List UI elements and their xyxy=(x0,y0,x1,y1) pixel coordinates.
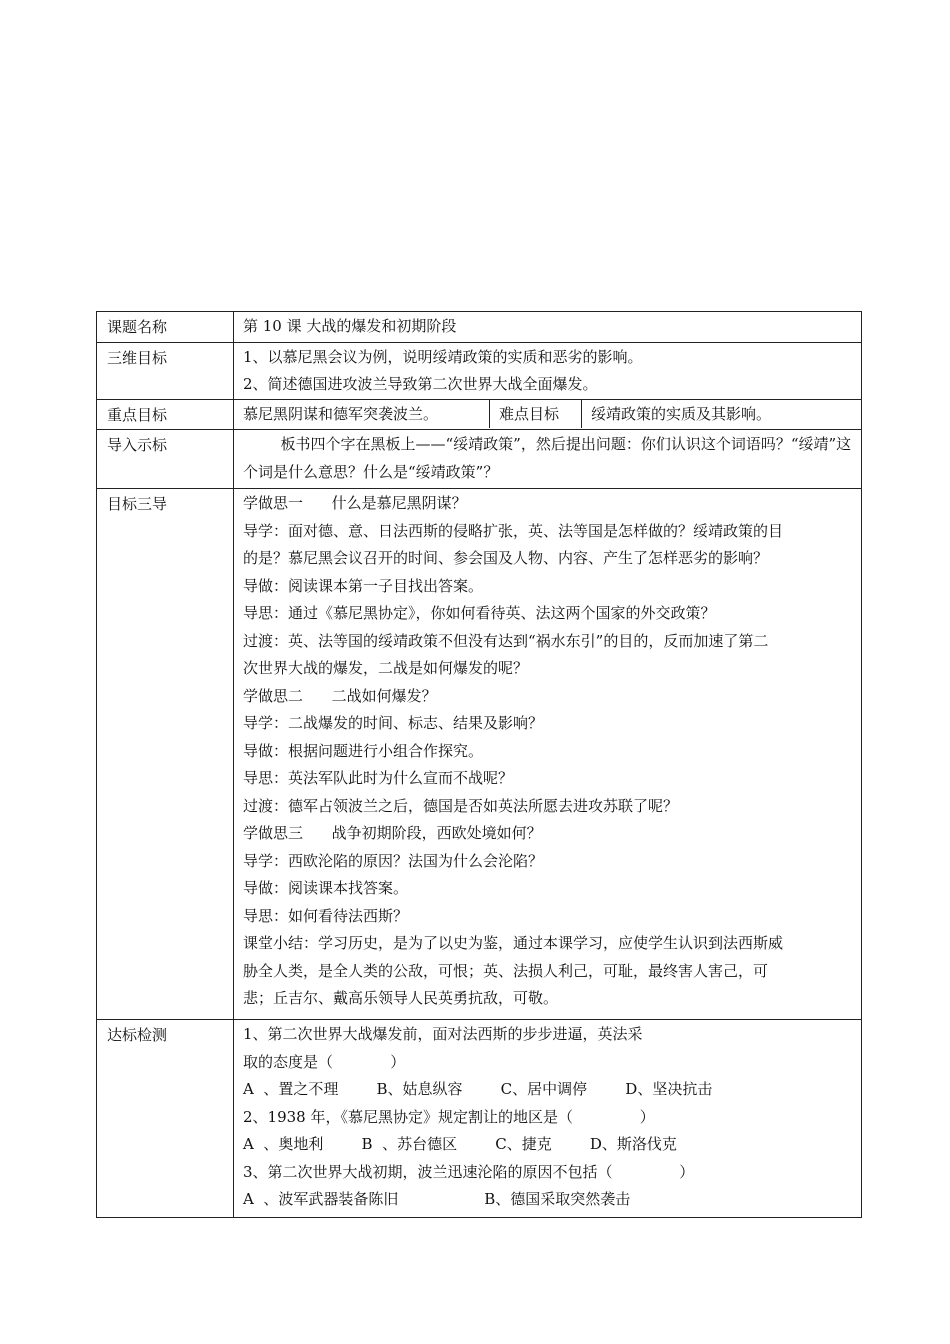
guide-line: 课堂小结：学习历史，是为了以史为鉴，通过本课学习，应使学生认识到法西斯威 xyxy=(243,934,784,952)
key-content xyxy=(234,399,862,430)
key-target-value: 慕尼黑阴谋和德军突袭波兰。 xyxy=(234,400,490,429)
goal-line: 1、以慕尼黑会议为例，说明绥靖政策的实质和恶劣的影响。 xyxy=(243,347,643,366)
test-line: 取的态度是（ ） xyxy=(243,1052,406,1071)
row-title-label: 课题名称 xyxy=(97,312,234,343)
test-line: A 、置之不理 B、姑息纵容 C、居中调停 D、坚决抗击 xyxy=(243,1080,713,1098)
row-intro xyxy=(97,430,862,489)
test-line: 1、第二次世界大战爆发前，面对法西斯的步步进逼，英法采 xyxy=(243,1025,643,1043)
row-title xyxy=(97,312,862,343)
guide-line: 导做：根据问题进行小组合作探究。 xyxy=(243,741,484,760)
intro-text: 板书四个字在黑板上——“绥靖政策”，然后提出问题：你们认识这个词语吗？“绥靖”这个词是什么意思？什么是“绥靖政策”？ xyxy=(243,435,852,481)
guide-line: 过渡：英、法等国的绥靖政策不但没有达到“祸水东引”的目的，反而加速了第二 xyxy=(243,631,769,650)
test-line: 2、1938 年，《慕尼黑协定》规定割让的地区是（ ） xyxy=(243,1107,655,1126)
goal-line: 2、简述德国进攻波兰导致第二次世界大战全面爆发。 xyxy=(243,375,598,393)
row-guide xyxy=(97,489,862,1020)
goals-content xyxy=(234,342,862,399)
guide-line: 导思：如何看待法西斯？ xyxy=(243,906,409,925)
guide-line: 学做思三 战争初期阶段，西欧处境如何？ xyxy=(243,824,542,842)
guide-line: 导做：阅读课本第一子目找出答案。 xyxy=(243,576,484,595)
guide-line: 导学：二战爆发的时间、标志、结果及影响？ xyxy=(243,714,544,732)
row-key-label: 重点目标 xyxy=(97,399,234,430)
guide-line: 胁全人类，是全人类的公敌，可恨；英、法损人利己，可耻，最终害人害己，可 xyxy=(243,961,769,980)
intro-content xyxy=(234,430,862,489)
test-line: 3、第二次世界大战初期，波兰迅速沦陷的原因不包括（ ） xyxy=(243,1162,695,1181)
guide-line: 导思：通过《慕尼黑协定》，你如何看待英、法这两个国家的外交政策？ xyxy=(243,604,716,622)
difficulty-label: 难点目标 xyxy=(490,400,582,429)
row-test-label: 达标检测 xyxy=(97,1020,234,1218)
guide-line: 的是？慕尼黑会议召开的时间、参会国及人物、内容、产生了怎样恶劣的影响？ xyxy=(243,549,769,567)
guide-line: 导做：阅读课本找答案。 xyxy=(243,879,409,897)
row-goals-label: 三维目标 xyxy=(97,342,234,399)
test-content xyxy=(234,1020,862,1218)
test-line: A 、波军武器装备陈旧 B、德国采取突然袭击 xyxy=(243,1190,631,1208)
lesson-plan-table xyxy=(96,311,862,1218)
guide-line: 学做思一 什么是慕尼黑阴谋？ xyxy=(243,494,467,512)
guide-line: 过渡：德军占领波兰之后，德国是否如英法所愿去进攻苏联了呢？ xyxy=(243,796,679,815)
guide-line: 导思：英法军队此时为什么宣而不战呢？ xyxy=(243,769,514,787)
key-split xyxy=(234,400,861,429)
guide-line: 学做思二 二战如何爆发？ xyxy=(243,686,437,705)
guide-content xyxy=(234,489,862,1020)
difficulty-value: 绥靖政策的实质及其影响。 xyxy=(591,404,772,423)
guide-line: 导学：面对德、意、日法西斯的侵略扩张，英、法等国是怎样做的？绥靖政策的目 xyxy=(243,521,784,540)
guide-line: 导学：西欧沦陷的原因？法国为什么会沦陷？ xyxy=(243,851,544,870)
lesson-title: 第 10 课 大战的爆发和初期阶段 xyxy=(234,312,862,343)
row-test xyxy=(97,1020,862,1218)
guide-line: 悲；丘吉尔、戴高乐领导人民英勇抗敌，可敬。 xyxy=(243,989,559,1007)
test-line: A 、奥地利 B 、苏台德区 C、捷克 D、斯洛伐克 xyxy=(243,1135,677,1153)
row-goals xyxy=(97,342,862,399)
guide-line: 次世界大战的爆发，二战是如何爆发的呢？ xyxy=(243,659,529,677)
row-guide-label: 目标三导 xyxy=(97,489,234,1020)
row-key xyxy=(97,399,862,430)
row-intro-label: 导入示标 xyxy=(97,430,234,489)
